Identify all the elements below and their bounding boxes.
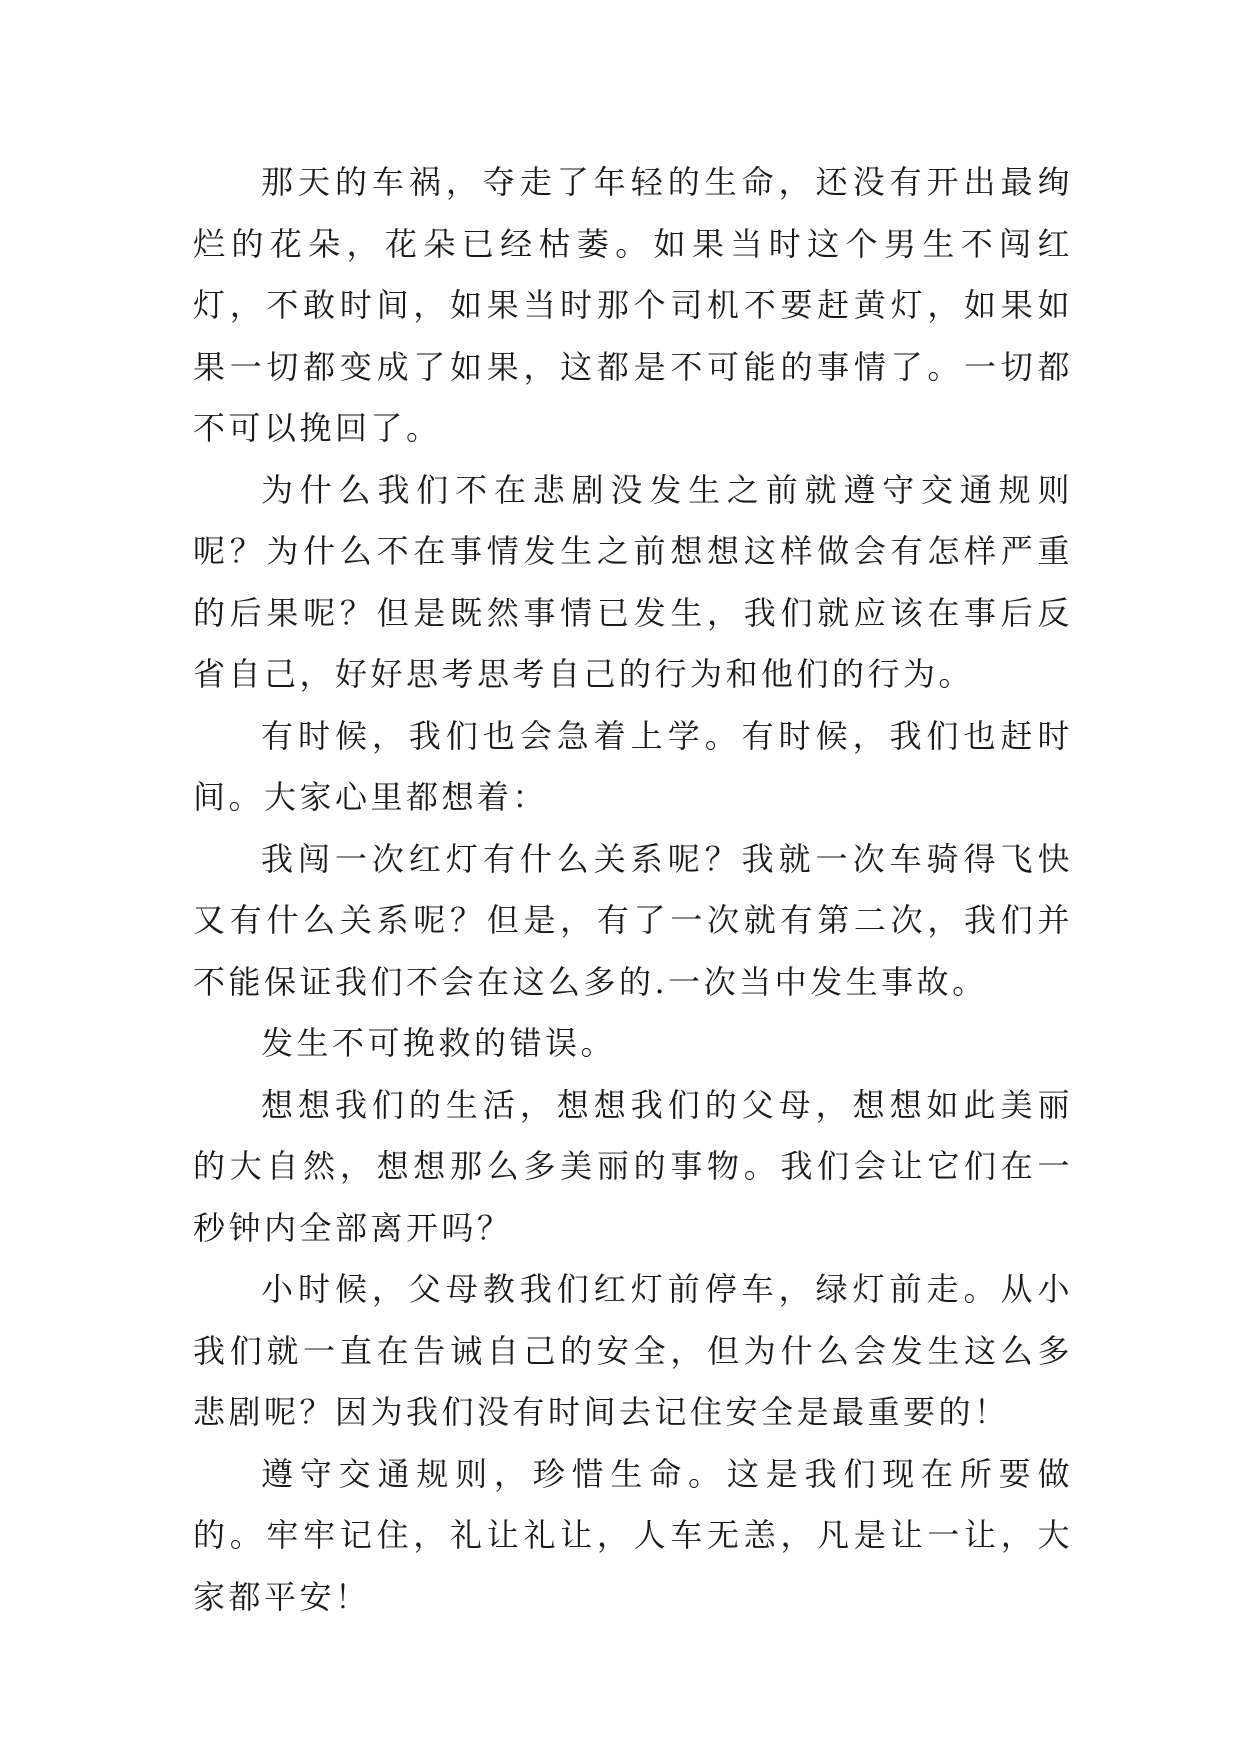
paragraph: 那天的车祸，夺走了年轻的生命，还没有开出最绚烂的花朵，花朵已经枯萎。如果当时这个男生不闯红灯，不敢时间，如果当时那个司机不要赶黄灯，如果如果一切都变成了如果，这都是不可能的事情了。一切都不可以挽回了。 <box>193 163 1073 447</box>
paragraph: 小时候，父母教我们红灯前停车，绿灯前走。从小我们就一直在告诫自己的安全，但为什么会发生这么多悲剧呢？因为我们没有时间去记住安全是最重要的！ <box>193 1270 1073 1431</box>
paragraph: 想想我们的生活，想想我们的父母，想想如此美丽的大自然，想想那么多美丽的事物。我们会让它们在一秒钟内全部离开吗？ <box>193 1085 1073 1247</box>
paragraph: 发生不可挽救的错误。 <box>261 1024 617 1062</box>
document-body <box>193 152 1073 1628</box>
paragraph: 有时候，我们也会急着上学。有时候，我们也赶时间。大家心里都想着： <box>193 716 1073 816</box>
paragraph: 我闯一次红灯有什么关系呢？我就一次车骑得飞快又有什么关系呢？但是，有了一次就有第二次，我们并不能保证我们不会在这么多的.一次当中发生事故。 <box>193 839 1073 1001</box>
paragraph: 为什么我们不在悲剧没发生之前就遵守交通规则呢？为什么不在事情发生之前想想这样做会有怎样严重的后果呢？但是既然事情已发生，我们就应该在事后反省自己，好好思考思考自己的行为和他们的行为。 <box>193 470 1073 693</box>
paragraph: 遵守交通规则，珍惜生命。这是我们现在所要做的。牢牢记住，礼让礼让，人车无恙，凡是让一让，大家都平安！ <box>193 1454 1073 1616</box>
